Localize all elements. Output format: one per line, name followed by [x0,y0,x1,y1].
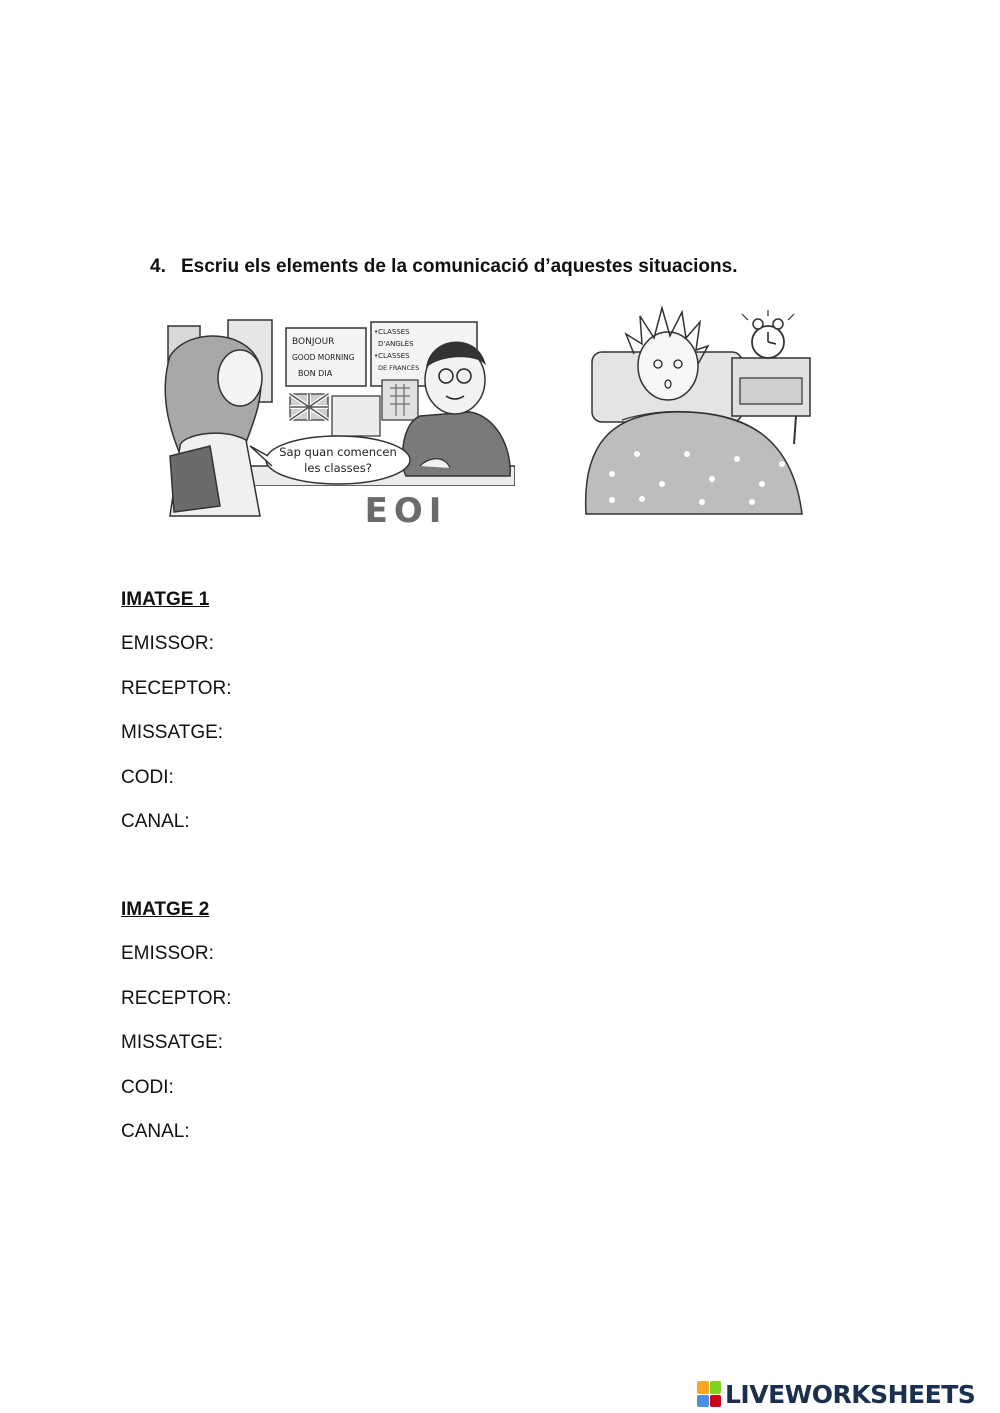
section-image-1 [121,588,232,855]
field-missatge: MISSATGE: [121,722,224,743]
poster-left-line-3: BON DIA [298,369,333,378]
field-codi: CODI: [121,766,174,788]
field-codi: CODI: [121,1076,174,1098]
logo-brand-text: LIVEWORKSHEETS [725,1379,976,1409]
poster-right-line-2: D'ANGLÈS [378,340,414,348]
field-receptor: RECEPTOR: [121,987,232,1009]
logo-badge-icon [697,1381,721,1407]
field-missatge: MISSATGE: [121,1032,224,1053]
poster-left-line-1: BONJOUR [292,337,335,347]
section-heading: IMATGE 2 [121,899,210,920]
section-heading: IMATGE 1 [121,589,210,610]
field-emissor: EMISSOR: [121,943,214,964]
liveworksheets-logo [697,1378,975,1410]
field-emissor: EMISSOR: [121,633,214,654]
poster-left-line-2: GOOD MORNING [292,353,355,362]
desk-sign: EOI [364,491,448,526]
poster-right-line-1: •CLASSES [374,328,410,336]
field-canal: CANAL: [121,811,190,832]
speech-bubble-line-2: les classes? [304,461,372,475]
section-image-2 [121,898,232,1165]
question-text: Escriu els elements de la comunicació d’aquestes situacions. [181,256,738,277]
question-title [150,256,738,278]
illustration-bed-alarm-scene [582,294,814,518]
field-receptor: RECEPTOR: [121,677,232,699]
field-canal: CANAL: [121,1121,190,1142]
poster-right-line-4: DE FRANCÈS [378,364,420,372]
question-number: 4. [150,256,166,277]
speech-bubble-line-1: Sap quan comencen [279,445,397,459]
illustration-office-scene [150,316,515,526]
poster-right-line-3: •CLASSES [374,352,410,360]
